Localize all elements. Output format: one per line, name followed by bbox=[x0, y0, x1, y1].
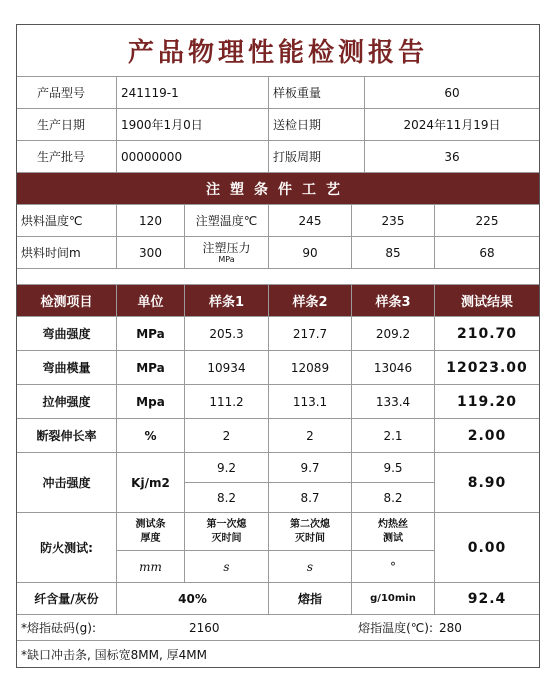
fire-col1-head bbox=[117, 513, 185, 551]
fire-col4-head bbox=[352, 513, 435, 551]
fire-unit-s2: s bbox=[269, 551, 352, 583]
model-label: 产品型号 bbox=[17, 77, 117, 109]
cycle-value: 36 bbox=[365, 141, 539, 173]
send-date-value: 2024年11月19日 bbox=[365, 109, 539, 141]
fire-col1-line1: 测试条 bbox=[135, 518, 166, 530]
fire-unit-s1: s bbox=[185, 551, 269, 583]
table-row-s3: 2.1 bbox=[352, 419, 435, 453]
inj-temp-label: 注塑温度℃ bbox=[185, 205, 269, 237]
table-row-unit: MPa bbox=[117, 317, 185, 351]
batch-value: 00000000 bbox=[117, 141, 269, 173]
table-row-s1: 111.2 bbox=[185, 385, 269, 419]
dry-temp-label: 烘料温度℃ bbox=[17, 205, 117, 237]
fire-col3-line2: 灭时间 bbox=[295, 532, 325, 544]
table-row-item: 弯曲强度 bbox=[17, 317, 117, 351]
table-row-result: 2.00 bbox=[435, 419, 539, 453]
inj-pressure-label bbox=[185, 237, 269, 269]
inj-temp-3: 225 bbox=[435, 205, 539, 237]
table-row-s3: 133.4 bbox=[352, 385, 435, 419]
footer-weight-label: *熔指砝码(g): bbox=[17, 615, 185, 641]
fiber-value: 40% bbox=[117, 583, 269, 615]
table-row-s3: 13046 bbox=[352, 351, 435, 385]
melt-unit: g/10min bbox=[352, 583, 435, 615]
table-row-item: 拉伸强度 bbox=[17, 385, 117, 419]
table-row-s3: 209.2 bbox=[352, 317, 435, 351]
inj-pressure-2: 85 bbox=[352, 237, 435, 269]
dry-time-value: 300 bbox=[117, 237, 185, 269]
inj-temp-1: 245 bbox=[269, 205, 352, 237]
col-result: 测试结果 bbox=[435, 285, 539, 317]
impact-unit: Kj/m2 bbox=[117, 453, 185, 513]
footer-temp-value: 280 bbox=[435, 615, 539, 641]
impact-item: 冲击强度 bbox=[17, 453, 117, 513]
col-sample1: 样条1 bbox=[185, 285, 269, 317]
weight-label: 样板重量 bbox=[269, 77, 365, 109]
table-row-s2: 12089 bbox=[269, 351, 352, 385]
inj-pressure-text: 注塑压力 bbox=[202, 240, 251, 255]
fire-col2-head bbox=[185, 513, 269, 551]
footer-temp-label: 熔指温度(℃): bbox=[317, 615, 435, 641]
table-row-s1: 2 bbox=[185, 419, 269, 453]
table-row-result: 12023.00 bbox=[435, 351, 539, 385]
fire-result: 0.00 bbox=[435, 513, 539, 583]
impact-r2-s1: 8.2 bbox=[185, 483, 269, 513]
cycle-label: 打版周期 bbox=[269, 141, 365, 173]
fire-col2-line2: 灭时间 bbox=[211, 532, 242, 544]
table-row-unit: MPa bbox=[117, 351, 185, 385]
fire-col1-line2: 厚度 bbox=[140, 532, 161, 544]
melt-value: 92.4 bbox=[435, 583, 539, 615]
impact-result: 8.90 bbox=[435, 453, 539, 513]
impact-r2-s2: 8.7 bbox=[269, 483, 352, 513]
report-title: 产品物理性能检测报告 bbox=[17, 25, 539, 77]
spacer-row bbox=[17, 269, 539, 285]
inj-temp-2: 235 bbox=[352, 205, 435, 237]
fire-item: 防火测试: bbox=[17, 513, 117, 583]
col-sample3: 样条3 bbox=[352, 285, 435, 317]
fiber-label: 纤含量/灰份 bbox=[17, 583, 117, 615]
fire-unit-mm: mm bbox=[117, 551, 185, 583]
table-row-s2: 217.7 bbox=[269, 317, 352, 351]
process-heading: 注塑条件工艺 bbox=[17, 173, 539, 205]
fire-col3-line1: 第二次熄 bbox=[290, 518, 330, 530]
dry-temp-value: 120 bbox=[117, 205, 185, 237]
prod-date-value: 1900年1月0日 bbox=[117, 109, 269, 141]
col-sample2: 样条2 bbox=[269, 285, 352, 317]
table-row-s1: 10934 bbox=[185, 351, 269, 385]
impact-r1-s3: 9.5 bbox=[352, 453, 435, 483]
footer-weight-value: 2160 bbox=[185, 615, 325, 641]
table-row-item: 弯曲模量 bbox=[17, 351, 117, 385]
footer-note: *缺口冲击条, 国标宽8MM, 厚4MM bbox=[21, 647, 207, 662]
dry-time-label: 烘料时间m bbox=[17, 237, 117, 269]
fire-col3-head bbox=[269, 513, 352, 551]
fire-col4-line2: 测试 bbox=[383, 532, 403, 544]
impact-r1-s2: 9.7 bbox=[269, 453, 352, 483]
report-sheet bbox=[16, 24, 540, 668]
table-row-item: 断裂伸长率 bbox=[17, 419, 117, 453]
fire-col4-line1: 灼热丝 bbox=[378, 518, 408, 530]
batch-label: 生产批号 bbox=[17, 141, 117, 173]
table-row-result: 210.70 bbox=[435, 317, 539, 351]
fire-col2-line1: 第一次熄 bbox=[206, 518, 247, 530]
inj-pressure-1: 90 bbox=[269, 237, 352, 269]
table-row-unit: Mpa bbox=[117, 385, 185, 419]
melt-label: 熔指 bbox=[269, 583, 352, 615]
send-date-label: 送检日期 bbox=[269, 109, 365, 141]
impact-r2-s3: 8.2 bbox=[352, 483, 435, 513]
table-row-s1: 205.3 bbox=[185, 317, 269, 351]
fire-unit-degree: ° bbox=[352, 551, 435, 583]
model-value: 241119-1 bbox=[117, 77, 269, 109]
table-row-result: 119.20 bbox=[435, 385, 539, 419]
inj-pressure-unit: MPa bbox=[218, 254, 235, 264]
impact-r1-s1: 9.2 bbox=[185, 453, 269, 483]
weight-value: 60 bbox=[365, 77, 539, 109]
col-item: 检测项目 bbox=[17, 285, 117, 317]
table-row-s2: 113.1 bbox=[269, 385, 352, 419]
table-row-unit: % bbox=[117, 419, 185, 453]
col-unit: 单位 bbox=[117, 285, 185, 317]
inj-pressure-3: 68 bbox=[435, 237, 539, 269]
table-row-s2: 2 bbox=[269, 419, 352, 453]
prod-date-label: 生产日期 bbox=[17, 109, 117, 141]
